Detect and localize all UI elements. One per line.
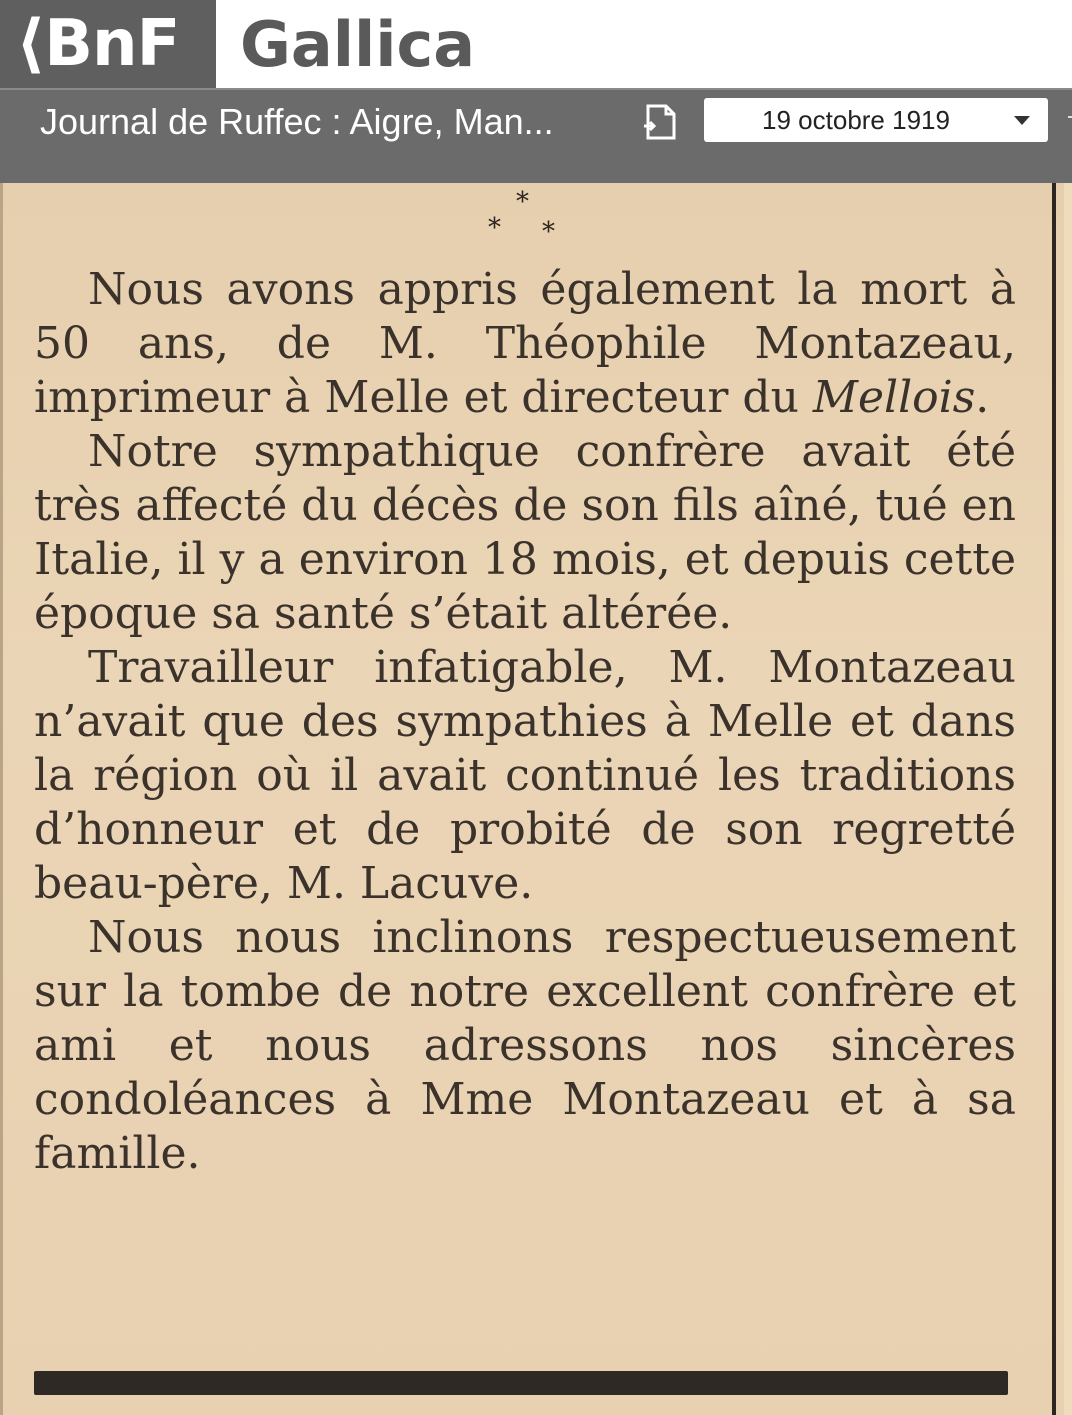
asterism-star: *: [488, 213, 501, 243]
brand-bar: [0, 0, 1072, 88]
asterism: [480, 187, 570, 247]
paragraph-1: Nous avons appris également la mort à 50 ans, de M. Théophile Montazeau, imprimeur à Melle et directeur du Mellois.: [34, 264, 1016, 423]
asterism-star: *: [516, 187, 529, 217]
column-rule-left: [0, 183, 3, 1415]
toolbar-edge-mark: [1068, 116, 1072, 118]
date-select-value: 19 octobre 1919: [762, 105, 950, 135]
chevron-down-icon: [1014, 116, 1030, 125]
asterism-star: *: [542, 217, 555, 247]
paragraph-2: Notre sympathique confrère avait été très affecté du décès de son fils aîné, tué en Italie, il y a environ 18 mois, et depuis cette époque sa santé s’était altérée.: [34, 426, 1016, 639]
paragraph-3: Travailleur infatigable, M. Montazeau n’avait que des sympathies à Melle et dans la région où il avait continué les traditions d’honneur et de probité de son regretté beau-père, M. Lacuve.: [34, 642, 1016, 909]
column-rule-right: [1052, 183, 1056, 1415]
bnf-logo[interactable]: ⟨BnF: [0, 0, 216, 88]
page-view-icon[interactable]: [640, 102, 678, 142]
page-margin-right: [1064, 183, 1072, 1415]
gallica-logo[interactable]: Gallica: [240, 8, 476, 81]
article-text: [34, 263, 1016, 1181]
date-select[interactable]: [704, 98, 1048, 142]
scanned-page[interactable]: [0, 183, 1072, 1415]
paragraph-4: Nous nous inclinons respectueusement sur la tombe de notre excellent confrère et ami et nous adressons nos sincères condoléances à Mme Montazeau et à sa famille.: [34, 912, 1016, 1179]
viewer-toolbar: [0, 88, 1072, 183]
section-divider-bar: [34, 1371, 1008, 1395]
document-title[interactable]: Journal de Ruffec : Aigre, Man...: [40, 101, 554, 142]
